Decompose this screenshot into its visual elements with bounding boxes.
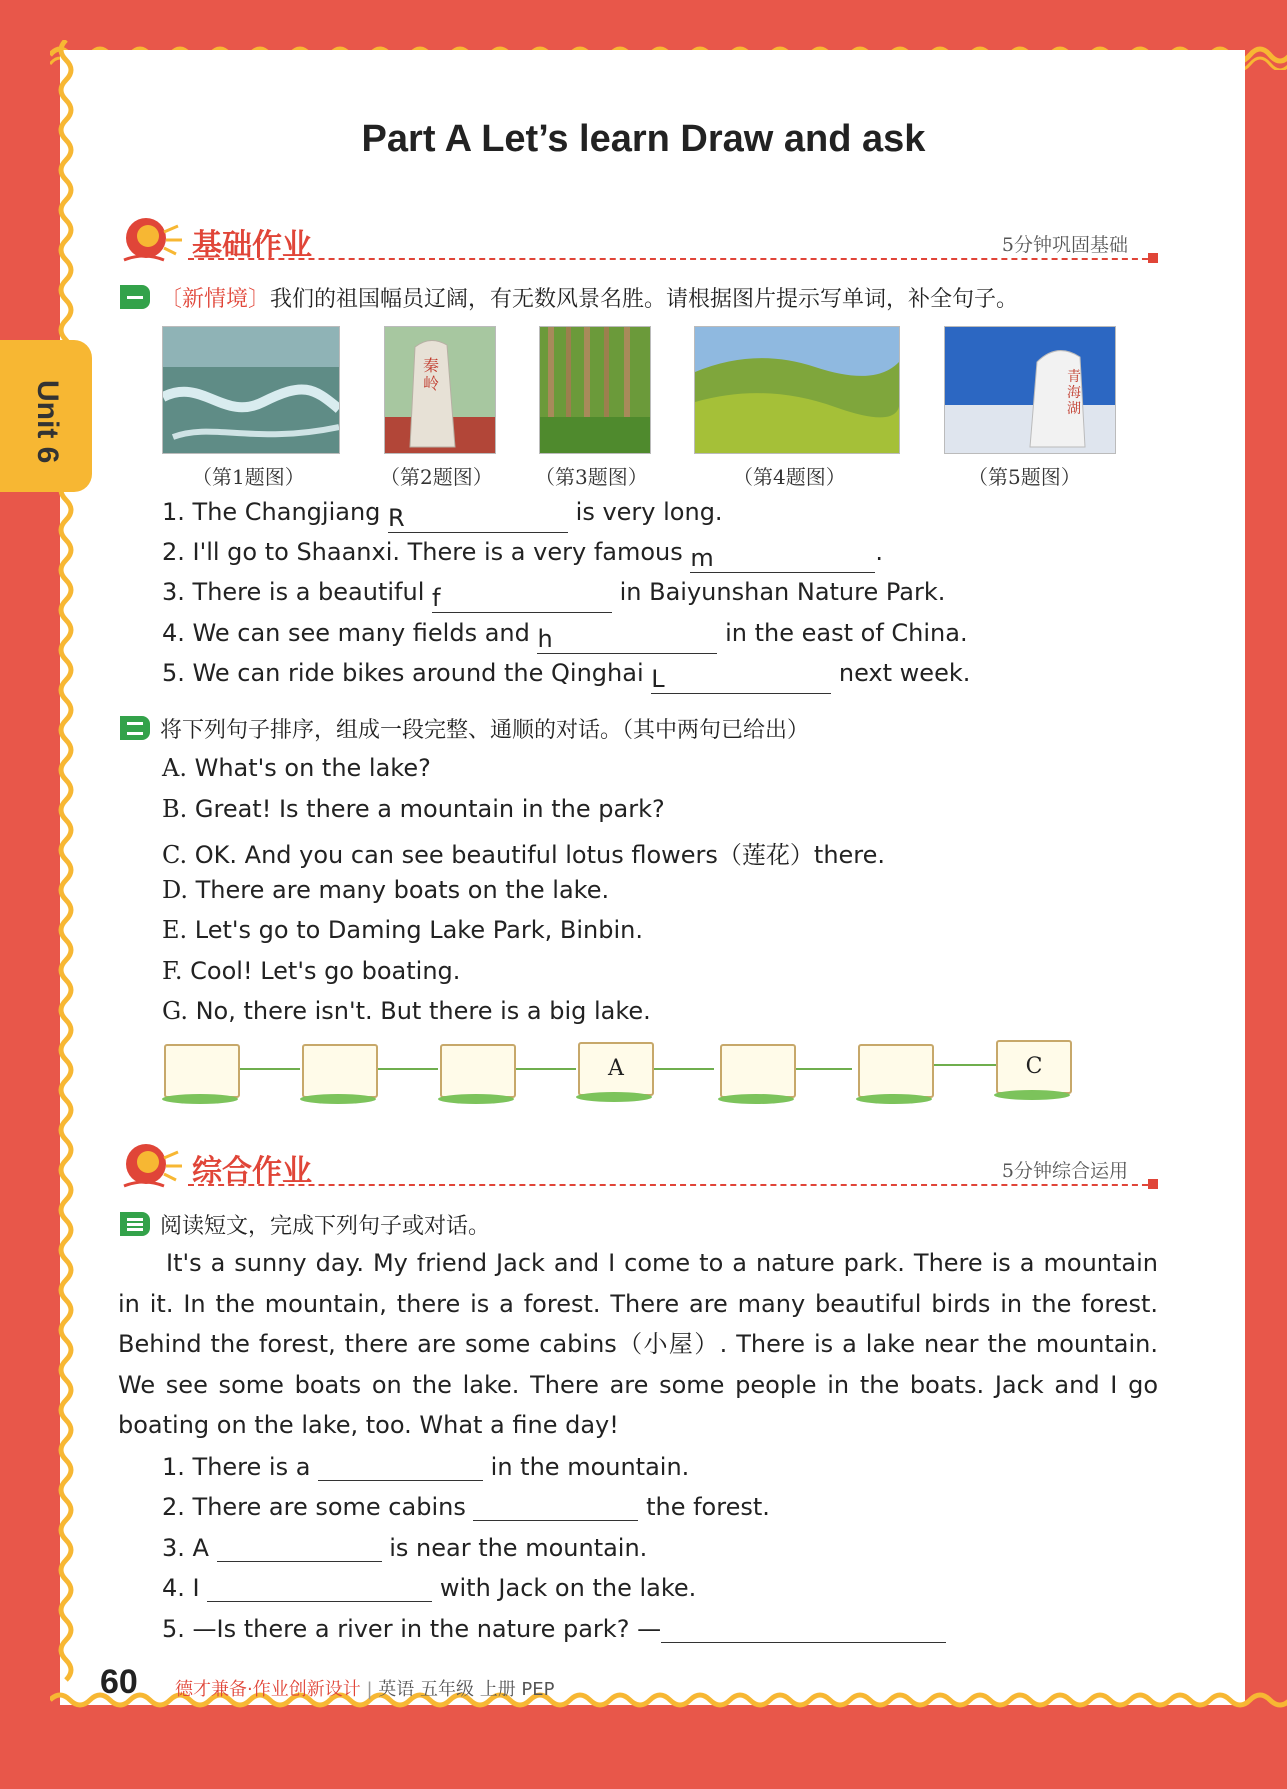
vine-connector (652, 1068, 714, 1070)
option-a: A. What's on the lake? (162, 754, 431, 782)
section-basic-header (118, 212, 1158, 262)
fill-blank[interactable] (207, 1573, 432, 1602)
question-three-marker (120, 1212, 150, 1236)
page-number: 60 (100, 1663, 138, 1701)
q3-item-5: 5. —Is there a river in the nature park? — (162, 1614, 946, 1643)
footer-book-info: 英语 五年级 上册 PEP (378, 1679, 555, 1700)
fill-blank[interactable] (661, 1614, 946, 1643)
question-one-text: 我们的祖国幅员辽阔，有无数风景名胜。请根据图片提示写单词，补全句子。 (270, 287, 1019, 312)
question-three-instruction: 阅读短文，完成下列句子或对话。 (160, 1214, 491, 1239)
caption-4: （第4题图） (733, 465, 846, 489)
fill-blank[interactable]: L (651, 665, 831, 694)
wavy-border-left (48, 40, 78, 1720)
fill-blank[interactable]: f (432, 584, 612, 613)
hills-photo (694, 326, 900, 454)
order-card-6[interactable] (858, 1044, 934, 1098)
mountain-stone-inscription: 秦岭 (423, 356, 440, 393)
section-comprehensive-title: 综合作业 (192, 1154, 312, 1189)
caption-2: （第2题图） (380, 465, 493, 489)
question-one-marker (120, 285, 150, 309)
section-divider (188, 1184, 1158, 1186)
vine-connector (514, 1068, 576, 1070)
section-comprehensive-header (118, 1138, 1158, 1188)
forest-image (540, 327, 650, 453)
vine-connector (238, 1068, 300, 1070)
unit-tab (0, 340, 92, 492)
fill-blank[interactable] (217, 1533, 382, 1562)
q3-item-2: 2. There are some cabins the forest. (162, 1493, 770, 1521)
divider-end-dot (1148, 253, 1158, 263)
order-card-2[interactable] (302, 1044, 378, 1098)
question-two-instruction: 将下列句子排序，组成一段完整、通顺的对话。（其中两句已给出） (160, 718, 810, 743)
option-d: D. There are many boats on the lake. (162, 876, 610, 904)
section-comprehensive-subtitle: 5分钟综合运用 (1001, 1160, 1128, 1182)
caption-3: （第3题图） (535, 465, 648, 489)
vine-connector (790, 1068, 852, 1070)
order-card-4: A (578, 1042, 654, 1096)
option-f: F. Cool! Let's go boating. (162, 957, 461, 985)
footer-brand: 德才兼备·作业创新设计 (175, 1679, 361, 1700)
lake-stone-photo (944, 326, 1116, 454)
grass-decoration (994, 1090, 1070, 1100)
footer-text: 德才兼备·作业创新设计 | 英语 五年级 上册 PEP (175, 1679, 555, 1700)
order-card-5[interactable] (720, 1044, 796, 1098)
q3-item-4: 4. I with Jack on the lake. (162, 1574, 697, 1602)
order-card-7: C (996, 1040, 1072, 1094)
divider-end-dot (1148, 1179, 1158, 1189)
caption-5: （第5题图） (968, 465, 1081, 489)
q3-item-1: 1. There is a in the mountain. (162, 1453, 690, 1481)
lake-stone-inscription: 青海湖 (1067, 369, 1081, 417)
unit-tab-label: Unit 6 (31, 380, 64, 464)
question-one-instruction (160, 282, 1018, 313)
section-basic-title: 基础作业 (192, 228, 312, 263)
sun-mascot-icon (120, 1138, 184, 1190)
sun-mascot-icon (120, 212, 184, 264)
q1-item-3: 3. There is a beautiful f in Baiyunshan Nature Park. (162, 578, 946, 612)
q3-item-3: 3. A is near the mountain. (162, 1534, 648, 1562)
grass-decoration (718, 1094, 794, 1104)
river-image (163, 327, 339, 453)
forest-photo (539, 326, 651, 454)
order-card-1[interactable] (164, 1044, 240, 1098)
section-basic-subtitle: 5分钟巩固基础 (1001, 234, 1128, 256)
option-e: E. Let's go to Daming Lake Park, Binbin. (162, 916, 643, 944)
q1-item-4: 4. We can see many fields and h in the east of China. (162, 619, 968, 653)
question-two-marker (120, 716, 150, 740)
order-card-3[interactable] (440, 1044, 516, 1098)
vine-connector (928, 1064, 998, 1066)
option-b: B. Great! Is there a mountain in the park? (162, 795, 665, 823)
grass-decoration (856, 1094, 932, 1104)
section-divider (188, 258, 1158, 260)
reading-passage: It's a sunny day. My friend Jack and I come to a nature park. There is a mountain in it. In the mountain, there is a forest. There are many beautiful birds in the forest. Behind the forest, there are some cabins（小屋）. There is a lake near the mountain. We see some boats on the lake. There are some people in the boats. Jack and I go boating on the lake, too. What a fine day! (118, 1249, 1158, 1439)
grass-decoration (438, 1094, 514, 1104)
option-g: G. No, there isn't. But there is a big lake. (162, 997, 651, 1025)
vine-connector (376, 1068, 438, 1070)
fill-blank[interactable]: m (690, 544, 875, 573)
q1-item-2: 2. I'll go to Shaanxi. There is a very famous m . (162, 538, 884, 572)
option-c: C. OK. And you can see beautiful lotus flowers（莲花）there. (162, 841, 886, 869)
hills-image (695, 327, 899, 453)
page-title: Part A Let’s learn Draw and ask (361, 118, 926, 160)
grass-decoration (576, 1092, 652, 1102)
caption-1: （第1题图） (192, 465, 305, 489)
river-photo (162, 326, 340, 454)
fill-blank[interactable] (473, 1492, 638, 1521)
q1-item-5: 5. We can ride bikes around the Qinghai L next week. (162, 659, 971, 693)
q1-item-1: 1. The Changjiang R is very long. (162, 498, 723, 532)
grass-decoration (300, 1094, 376, 1104)
lake-stone-image (945, 327, 1115, 453)
fill-blank[interactable] (318, 1452, 483, 1481)
fill-blank[interactable]: h (537, 625, 717, 654)
mountain-stone-photo (384, 326, 496, 454)
fill-blank[interactable]: R (388, 504, 568, 533)
new-context-tag: 〔新情境〕 (160, 287, 271, 312)
grass-decoration (162, 1094, 238, 1104)
